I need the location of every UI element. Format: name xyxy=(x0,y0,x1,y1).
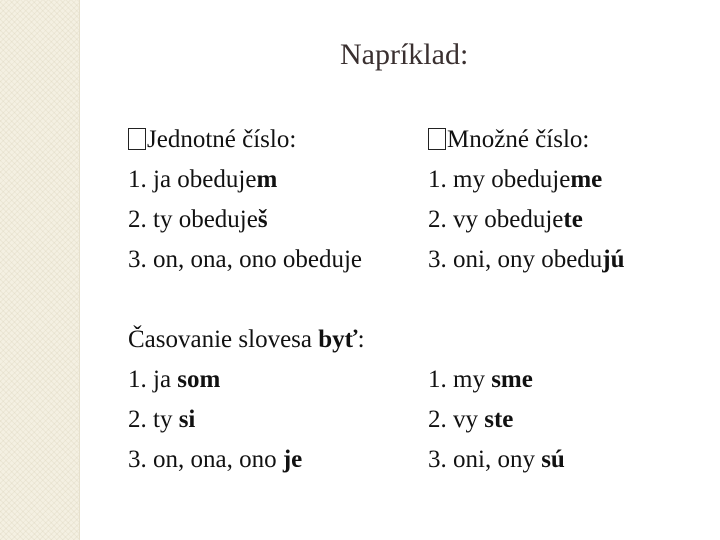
plural-heading: Množné číslo: xyxy=(428,120,625,160)
singular-line-2: 2. ty obeduješ xyxy=(128,206,268,233)
byt-plural-line-2: 2. vy ste xyxy=(428,406,514,433)
byt-plural-line-3: 3. oni, ony sú xyxy=(428,446,565,473)
byt-heading: Časovanie slovesa byť: xyxy=(128,326,365,353)
plural-line-2: 2. vy obedujete xyxy=(428,206,583,233)
byt-singular-line-1: 1. ja som xyxy=(128,366,221,393)
side-divider xyxy=(79,0,80,540)
plural-column xyxy=(428,120,625,280)
singular-column xyxy=(128,120,362,280)
plural-line-1: 1. my obedujeme xyxy=(428,166,603,193)
bullet-box-icon xyxy=(428,128,446,150)
byt-plural-line-1: 1. my sme xyxy=(428,366,533,393)
plural-line-3: 3. oni, ony obedujú xyxy=(428,246,625,273)
byt-singular-line-3: 3. on, ona, ono je xyxy=(128,446,303,473)
singular-line-1: 1. ja obedujem xyxy=(128,166,278,193)
byt-singular-column xyxy=(128,320,365,480)
singular-line-3: 3. on, ona, ono obeduje xyxy=(128,246,362,273)
decorative-side-strip xyxy=(0,0,80,540)
byt-singular-line-2: 2. ty si xyxy=(128,406,196,433)
byt-plural-column xyxy=(428,360,565,480)
singular-heading: Jednotné číslo: xyxy=(128,120,362,160)
bullet-box-icon xyxy=(128,128,146,150)
slide-title: Napríklad: xyxy=(340,38,469,71)
